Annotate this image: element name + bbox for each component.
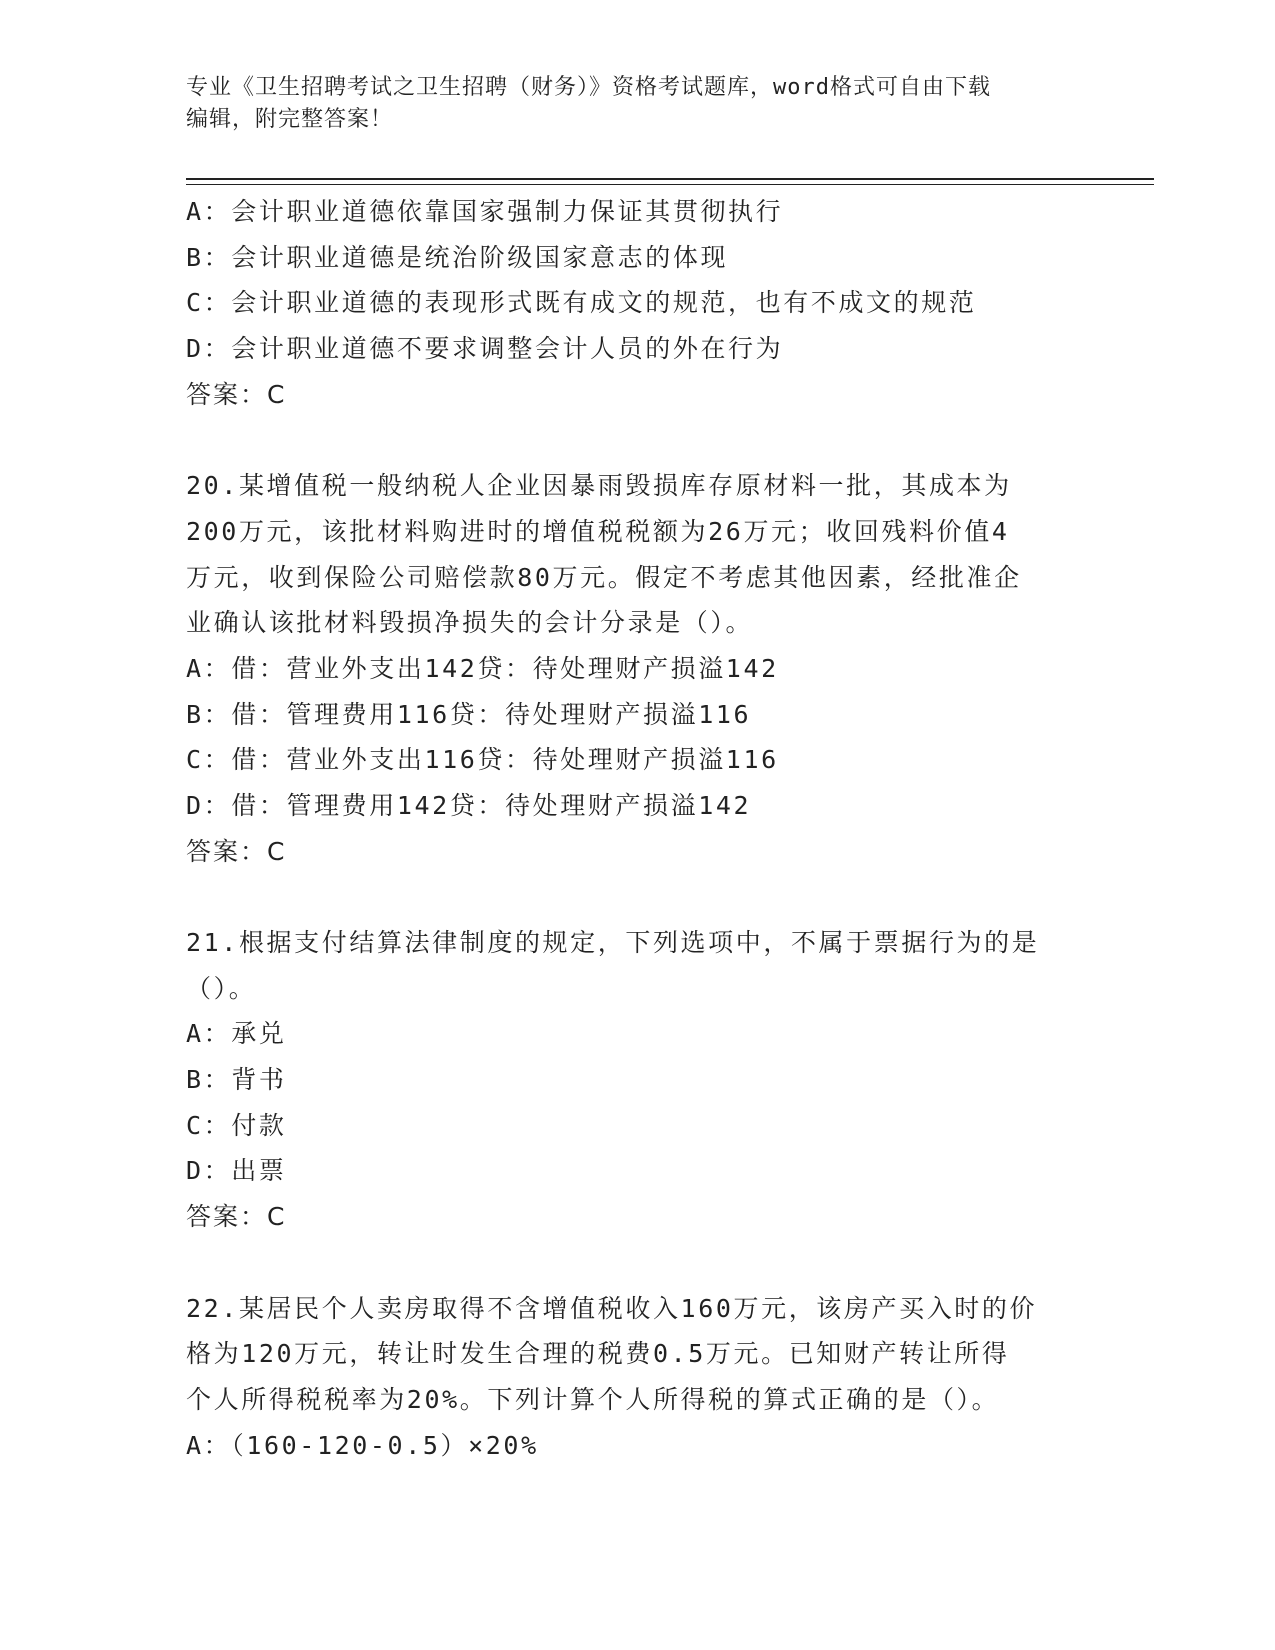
option-line: C：付款	[186, 1110, 287, 1140]
question-text-line: 20.某增值税一般纳税人企业因暴雨毁损库存原材料一批，其成本为	[186, 471, 1012, 501]
block-spacer	[186, 874, 1086, 920]
option-line: C：借：营业外支出116贷：待处理财产损溢116	[186, 745, 779, 775]
option-line: B：背书	[186, 1065, 287, 1095]
option-line: D：会计职业道德不要求调整会计人员的外在行为	[186, 334, 784, 364]
question-text-line: 22.某居民个人卖房取得不含增值税收入160万元，该房产买入时的价	[186, 1293, 1038, 1323]
answer-line: 答案：C	[186, 836, 287, 866]
header-divider-thin	[186, 184, 1154, 185]
question-block	[186, 463, 1086, 874]
header-line-2: 编辑，附完整答案！	[186, 107, 394, 132]
document-header	[186, 72, 1066, 136]
header-divider-thick	[186, 178, 1154, 180]
option-line: A：会计职业道德依靠国家强制力保证其贯彻执行	[186, 197, 784, 226]
block-spacer	[186, 417, 1086, 463]
question-text-line: （）。	[186, 973, 257, 1003]
question-text-line: 万元，收到保险公司赔偿款80万元。假定不考虑其他因素，经批准企	[186, 562, 1022, 592]
header-line-1: 专业《卫生招聘考试之卫生招聘（财务）》资格考试题库，word格式可自由下载	[186, 75, 991, 100]
answer-line: 答案：C	[186, 379, 287, 409]
question-text-line: 21.根据支付结算法律制度的规定，下列选项中，不属于票据行为的是	[186, 928, 1040, 957]
option-line: D：借：管理费用142贷：待处理财产损溢142	[186, 790, 752, 820]
option-line: B：会计职业道德是统治阶级国家意志的体现	[186, 242, 729, 272]
option-line: A：（160-120-0.5）×20%	[186, 1430, 539, 1460]
question-text-line: 格为120万元，转让时发生合理的税费0.5万元。已知财产转让所得	[186, 1339, 1010, 1369]
question-text-line: 业确认该批材料毁损净损失的会计分录是（）。	[186, 608, 754, 638]
option-line: A：借：营业外支出142贷：待处理财产损溢142	[186, 653, 779, 683]
question-text-line: 个人所得税税率为20%。下列计算个人所得税的算式正确的是（）。	[186, 1384, 1000, 1414]
option-line: B：借：管理费用116贷：待处理财产损溢116	[186, 699, 752, 729]
block-spacer	[186, 1240, 1086, 1286]
question-list	[186, 189, 1086, 1468]
option-line: C：会计职业道德的表现形式既有成文的规范，也有不成文的规范	[186, 288, 977, 318]
question-block	[186, 1286, 1086, 1469]
question-block	[186, 189, 1086, 417]
question-text-line: 200万元，该批材料购进时的增值税税额为26万元；收回残料价值4	[186, 516, 1010, 546]
option-line: A：承兑	[186, 1019, 287, 1049]
answer-line: 答案：C	[186, 1202, 287, 1232]
option-line: D：出票	[186, 1156, 287, 1186]
question-block	[186, 920, 1086, 1240]
